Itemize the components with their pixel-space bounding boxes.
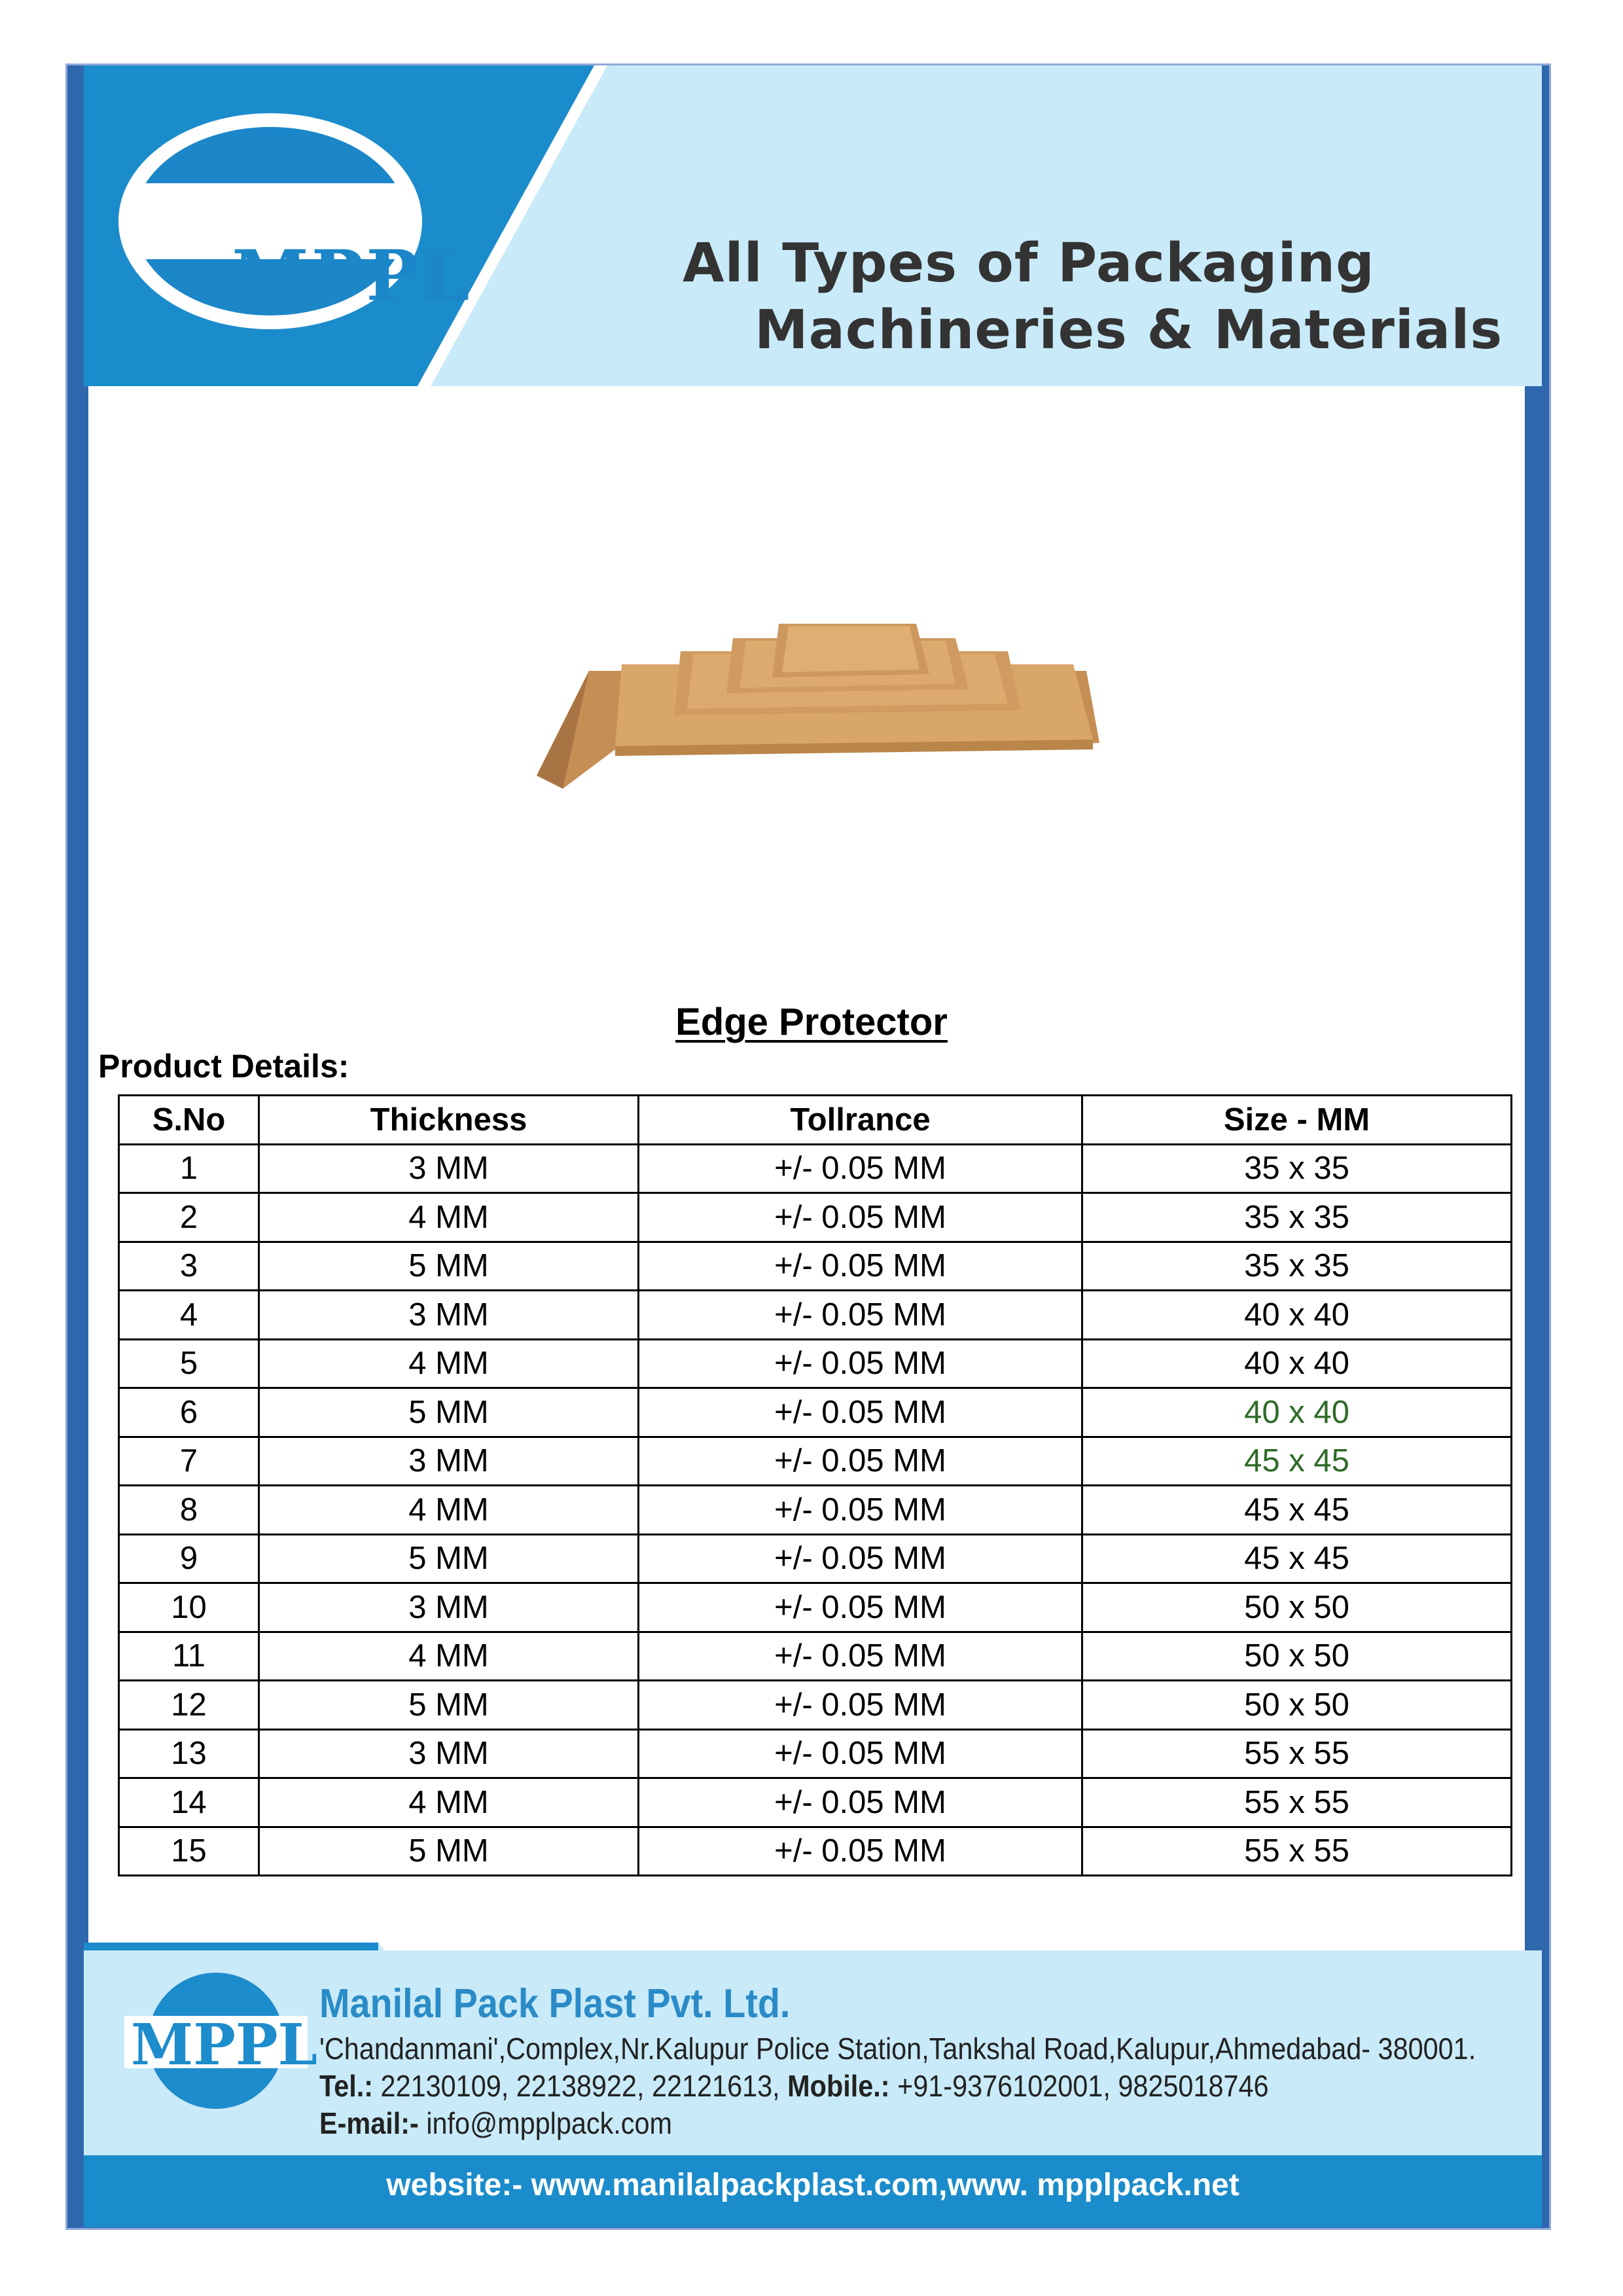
table-cell: 10: [119, 1583, 259, 1632]
table-cell: 6: [119, 1388, 259, 1437]
table-cell: 40 x 40: [1082, 1339, 1512, 1388]
table-cell: 3 MM: [259, 1437, 639, 1486]
table-cell: 55 x 55: [1082, 1729, 1512, 1778]
table-cell: +/- 0.05 MM: [639, 1486, 1082, 1535]
table-cell: 4 MM: [259, 1193, 639, 1242]
table-cell: 4 MM: [259, 1486, 639, 1535]
table-cell: +/- 0.05 MM: [639, 1339, 1082, 1388]
table-cell: 3: [119, 1242, 259, 1291]
column-header: Thickness: [259, 1096, 639, 1145]
table-cell: +/- 0.05 MM: [639, 1729, 1082, 1778]
website-links[interactable]: website:- www.manilalpackplast.com,www. mpplpack.net: [386, 2168, 1240, 2202]
tel-label: Tel.:: [319, 2069, 374, 2103]
table-cell: +/- 0.05 MM: [639, 1437, 1082, 1486]
table-row: [119, 1291, 1512, 1340]
table-cell: 9: [119, 1534, 259, 1583]
footer-logo: MPPL: [131, 2012, 318, 2078]
table-row: [119, 1632, 1512, 1681]
table-row: [119, 1339, 1512, 1388]
table-cell: 12: [119, 1681, 259, 1730]
table-row: [119, 1144, 1512, 1193]
table-cell: +/- 0.05 MM: [639, 1778, 1082, 1827]
product-details-label: Product Details:: [98, 1048, 349, 1085]
table-cell: 50 x 50: [1082, 1583, 1512, 1632]
table-cell: +/- 0.05 MM: [639, 1388, 1082, 1437]
column-header: Size - MM: [1082, 1096, 1512, 1145]
table-cell: 4 MM: [259, 1339, 639, 1388]
footer: [84, 1943, 1542, 2227]
company-name: Manilal Pack Plast Pvt. Ltd.: [319, 1981, 791, 2026]
company-address: 'Chandanmani',Complex,Nr.Kalupur Police Station,Tankshal Road,Kalupur,Ahmedabad- 380001.: [319, 2032, 1476, 2066]
contact-email: [319, 2106, 672, 2141]
table-cell: +/- 0.05 MM: [639, 1242, 1082, 1291]
table-cell: +/- 0.05 MM: [639, 1827, 1082, 1876]
mobile-label: Mobile.:: [787, 2069, 890, 2103]
edge-protector-image: [537, 612, 1099, 808]
table-cell: 3 MM: [259, 1291, 639, 1340]
product-table: [118, 1094, 1512, 1876]
table-row: [119, 1193, 1512, 1242]
table-cell: 5 MM: [259, 1827, 639, 1876]
table-cell: 4 MM: [259, 1632, 639, 1681]
table-cell: +/- 0.05 MM: [639, 1291, 1082, 1340]
header-tagline-2: Machineries & Materials: [755, 299, 1503, 361]
table-cell: 50 x 50: [1082, 1681, 1512, 1730]
table-row: [119, 1437, 1512, 1486]
table-row: [119, 1388, 1512, 1437]
table-cell: 3 MM: [259, 1144, 639, 1193]
table-cell: 5 MM: [259, 1534, 639, 1583]
table-cell: 35 x 35: [1082, 1242, 1512, 1291]
column-header: S.No: [119, 1096, 259, 1145]
table-cell: 55 x 55: [1082, 1827, 1512, 1876]
table-cell: 5: [119, 1339, 259, 1388]
email-label: E-mail:-: [319, 2106, 419, 2140]
column-header: Tollrance: [639, 1096, 1082, 1145]
table-cell: 35 x 35: [1082, 1193, 1512, 1242]
table-cell: +/- 0.05 MM: [639, 1144, 1082, 1193]
table-cell: 50 x 50: [1082, 1632, 1512, 1681]
table-cell: 5 MM: [259, 1388, 639, 1437]
table-row: [119, 1778, 1512, 1827]
table-cell: +/- 0.05 MM: [639, 1193, 1082, 1242]
table-cell: 4 MM: [259, 1778, 639, 1827]
table-cell: +/- 0.05 MM: [639, 1534, 1082, 1583]
table-row: [119, 1583, 1512, 1632]
table-row: [119, 1681, 1512, 1730]
table-cell: +/- 0.05 MM: [639, 1681, 1082, 1730]
table-cell: +/- 0.05 MM: [639, 1583, 1082, 1632]
table-cell: 14: [119, 1778, 259, 1827]
product-title-text: Edge Protector: [675, 1001, 948, 1043]
table-row: [119, 1486, 1512, 1535]
table-header-row: [119, 1096, 1512, 1145]
table-row: [119, 1827, 1512, 1876]
table-cell: 45 x 45: [1082, 1437, 1512, 1486]
table-cell: 40 x 40: [1082, 1291, 1512, 1340]
table-cell: 11: [119, 1632, 259, 1681]
table-cell: 45 x 45: [1082, 1486, 1512, 1535]
product-title: [0, 1000, 1623, 1044]
mobile-numbers: +91-9376102001, 9825018746: [889, 2069, 1269, 2103]
header-banner: [84, 65, 1542, 386]
email-address[interactable]: info@mpplpack.com: [418, 2106, 673, 2140]
table-cell: 2: [119, 1193, 259, 1242]
table-cell: 4: [119, 1291, 259, 1340]
table-cell: +/- 0.05 MM: [639, 1632, 1082, 1681]
header-tagline-1: All Types of Packaging: [683, 232, 1375, 295]
table-row: [119, 1242, 1512, 1291]
table-cell: 40 x 40: [1082, 1388, 1512, 1437]
table-cell: 45 x 45: [1082, 1534, 1512, 1583]
table-cell: 7: [119, 1437, 259, 1486]
table-row: [119, 1534, 1512, 1583]
tel-numbers: 22130109, 22138922, 22121613,: [373, 2069, 788, 2103]
table-row: [119, 1729, 1512, 1778]
table-cell: 5 MM: [259, 1681, 639, 1730]
table-cell: 35 x 35: [1082, 1144, 1512, 1193]
contact-phone: [319, 2068, 1269, 2104]
table-cell: 3 MM: [259, 1583, 639, 1632]
table-cell: 1: [119, 1144, 259, 1193]
table-cell: 15: [119, 1827, 259, 1876]
table-cell: 13: [119, 1729, 259, 1778]
table-cell: 8: [119, 1486, 259, 1535]
table-cell: 5 MM: [259, 1242, 639, 1291]
table-cell: 55 x 55: [1082, 1778, 1512, 1827]
header-logo: MPPL: [232, 234, 473, 316]
table-cell: 3 MM: [259, 1729, 639, 1778]
